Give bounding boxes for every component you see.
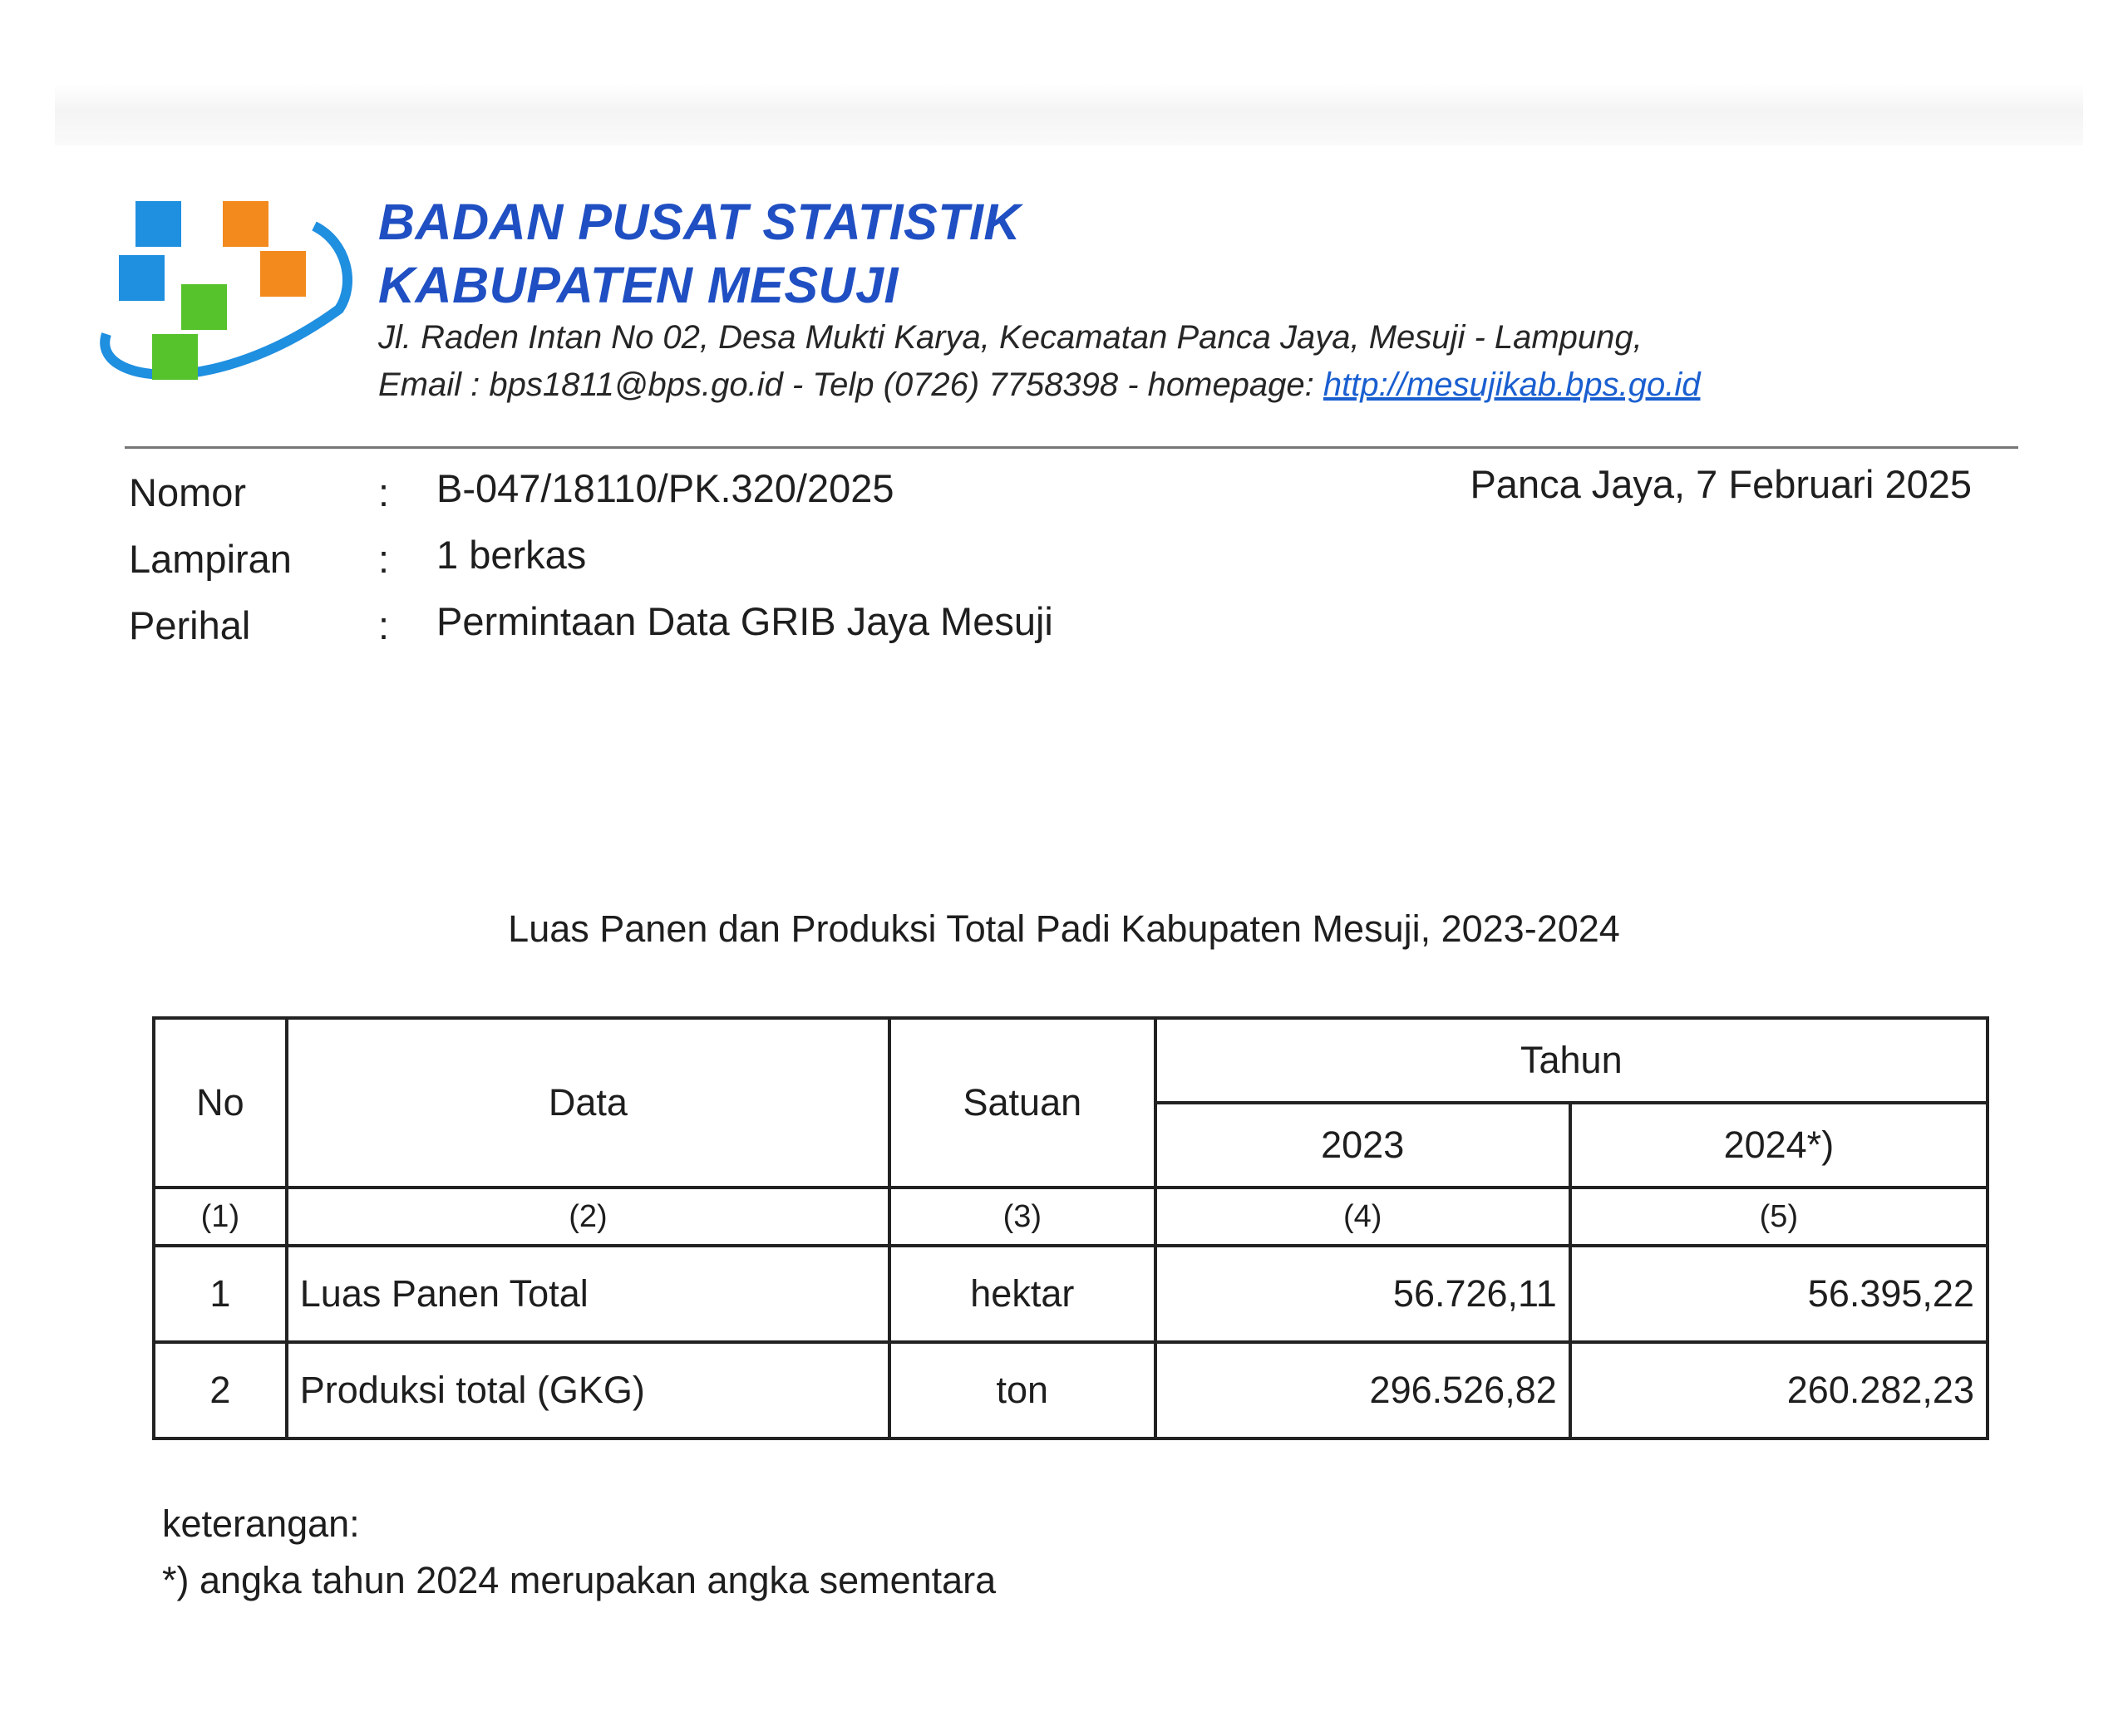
contact-line	[378, 366, 1701, 404]
index-cell: (5)	[1570, 1188, 1988, 1246]
header-year-2024: 2024*)	[1570, 1103, 1988, 1188]
scan-top-band	[55, 83, 2083, 145]
index-cell: (1)	[154, 1188, 287, 1246]
field-sep-perihal: :	[378, 603, 390, 647]
header-no: No	[154, 1018, 287, 1188]
org-name-line2: KABUPATEN MESUJI	[378, 257, 899, 313]
cell-2024: 56.395,22	[1570, 1246, 1988, 1342]
field-label-nomor: Nomor	[129, 470, 247, 514]
address-line: Jl. Raden Intan No 02, Desa Mukti Karya, Kecamatan Panca Jaya, Mesuji - Lampung,	[378, 319, 1643, 356]
cell-no: 2	[154, 1342, 287, 1438]
cell-no: 1	[154, 1246, 287, 1342]
notes-line: *) angka tahun 2024 merupakan angka sementara	[162, 1559, 997, 1601]
table-row	[154, 1246, 1988, 1342]
bps-logo	[90, 193, 356, 401]
cell-data: Produksi total (GKG)	[287, 1342, 889, 1438]
index-cell: (2)	[287, 1188, 889, 1246]
cell-2024: 260.282,23	[1570, 1342, 1988, 1438]
contact-text: Email : bps1811@bps.go.id - Telp (0726) 7758398 - homepage:	[378, 366, 1314, 403]
index-row	[154, 1188, 1988, 1246]
index-cell: (3)	[889, 1188, 1155, 1246]
field-value-nomor: B-047/18110/PK.320/2025	[436, 466, 894, 510]
cell-satuan: hektar	[889, 1246, 1155, 1342]
table-row	[154, 1342, 1988, 1438]
field-sep-nomor: :	[378, 470, 390, 514]
data-table	[152, 1016, 1989, 1440]
org-name-line1: BADAN PUSAT STATISTIK	[378, 194, 1021, 250]
table-title: Luas Panen dan Produksi Total Padi Kabupaten Mesuji, 2023-2024	[508, 907, 1620, 950]
header-satuan: Satuan	[889, 1018, 1155, 1188]
index-cell: (4)	[1155, 1188, 1570, 1246]
letterhead-divider	[125, 446, 2018, 449]
notes-label: keterangan:	[162, 1502, 360, 1545]
cell-satuan: ton	[889, 1342, 1155, 1438]
cell-2023: 56.726,11	[1155, 1246, 1570, 1342]
field-sep-lampiran: :	[378, 537, 390, 581]
cell-data: Luas Panen Total	[287, 1246, 889, 1342]
homepage-link[interactable]: http://mesujikab.bps.go.id	[1323, 366, 1701, 403]
letter-date: Panca Jaya, 7 Februari 2025	[1470, 462, 1972, 506]
header-tahun: Tahun	[1155, 1018, 1988, 1103]
header-data: Data	[287, 1018, 889, 1188]
field-value-lampiran: 1 berkas	[436, 533, 587, 577]
field-value-perihal: Permintaan Data GRIB Jaya Mesuji	[436, 599, 1053, 643]
field-label-perihal: Perihal	[129, 603, 251, 647]
field-label-lampiran: Lampiran	[129, 537, 292, 581]
header-year-2023: 2023	[1155, 1103, 1570, 1188]
cell-2023: 296.526,82	[1155, 1342, 1570, 1438]
